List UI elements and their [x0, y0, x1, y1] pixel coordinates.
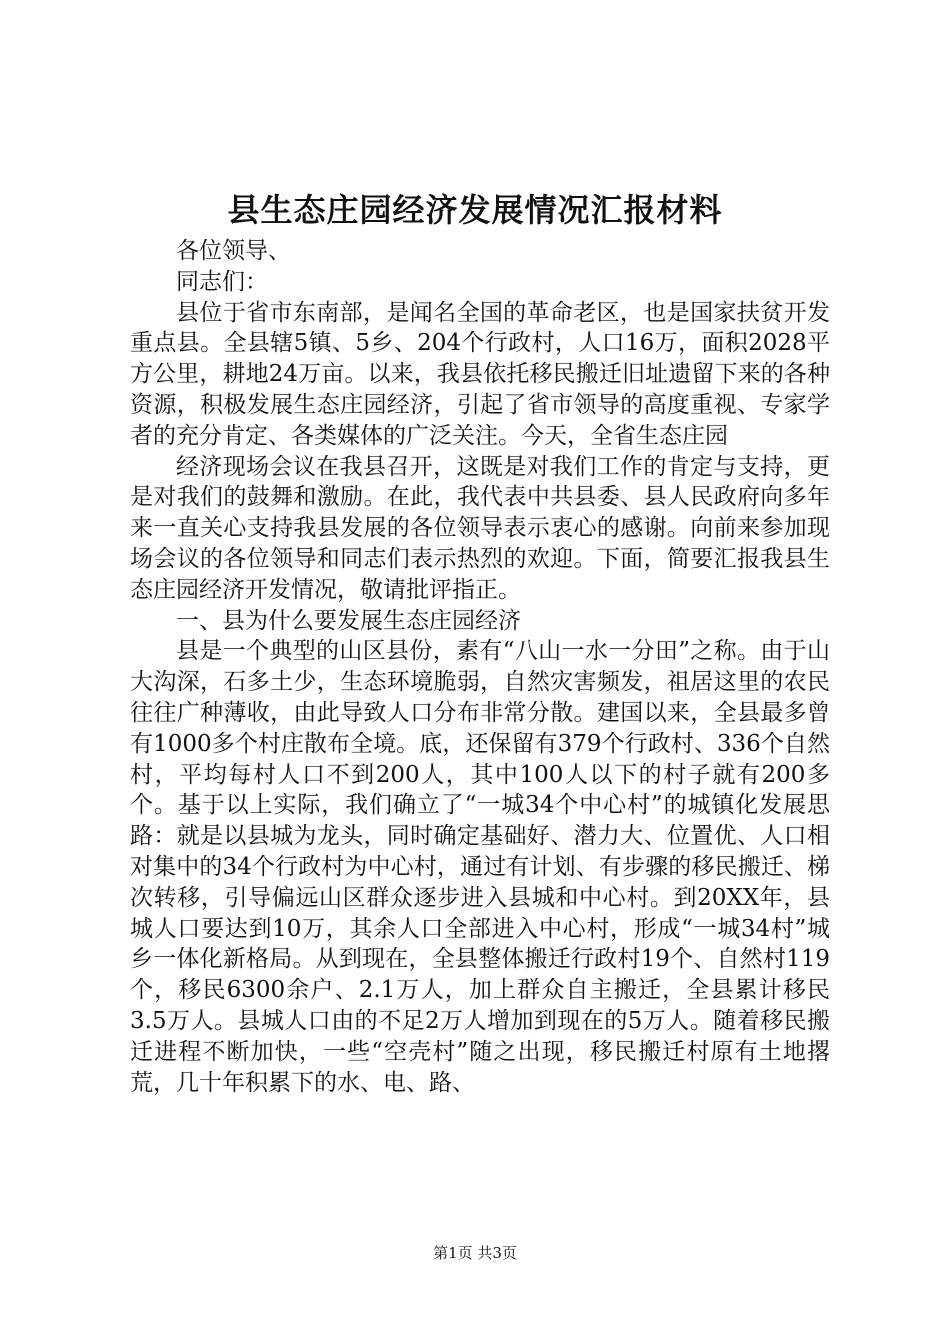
document-title: 县生态庄园经济发展情况汇报材料: [227, 191, 723, 229]
greeting-line-2: 同志们：: [176, 268, 268, 295]
paragraph-intro: 县位于省市东南部，是闻名全国的革命老区，也是国家扶贫开发重点县。全县辖5镇、5乡、204个行政村，人口16万，面积2028平方公里，耕地24万亩。以来，我县依托移民搬迁旧址遗留下来的各种资源，积极发展生态庄园经济，引起了省市领导的高度重视、专家学者的充分肯定、各类媒体的广泛关注。今天，全省生态庄园: [130, 299, 830, 449]
document-body: [130, 236, 830, 1098]
greeting-line-1: 各位领导、: [176, 238, 291, 264]
section-heading-1: 一、县为什么要发展生态庄园经济: [176, 607, 521, 634]
paragraph-welcome: 经济现场会议在我县召开，这既是对我们工作的肯定与支持，更是对我们的鼓舞和激励。在此，我代表中共县委、县人民政府向多年来一直关心支持我县发展的各位领导表示衷心的感谢。向前来参加现场会议的各位领导和同志们表示热烈的欢迎。下面，简要汇报我县生态庄园经济开发情况，敬请批评指正。: [130, 453, 830, 603]
paragraph-background: 县是一个典型的山区县份，素有“八山一水一分田”之称。由于山大沟深，石多土少，生态环境脆弱，自然灾害频发，祖居这里的农民往往广种薄收，由此导致人口分布非常分散。建国以来，全县最多曾有1000多个村庄散布全境。底，还保留有379个行政村、336个自然村，平均每村人口不到200人，其中100人以下的村子就有200多个。基于以上实际，我们确立了“一城34个中心村”的城镇化发展思路：就是以县城为龙头，同时确定基础好、潜力大、位置优、人口相对集中的34个行政村为中心村，通过有计划、有步骤的移民搬迁、梯次转移，引导偏远山区群众逐步进入县城和中心村。到20XX年，县城人口要达到10万，其余人口全部进入中心村，形成“一城34村”城乡一体化新格局。从到现在，全县整体搬迁行政村19个、自然村119个，移民6300余户、2.1万人，加上群众自主搬迁，全县累计移民3.5万人。县城人口由的不足2万人增加到现在的5万人。随着移民搬迁进程不断加快，一些“空壳村”随之出现，移民搬迁村原有土地撂荒，几十年积累下的水、电、路、: [130, 638, 830, 1096]
page-number-footer: 第1页 共3页: [433, 1244, 517, 1262]
